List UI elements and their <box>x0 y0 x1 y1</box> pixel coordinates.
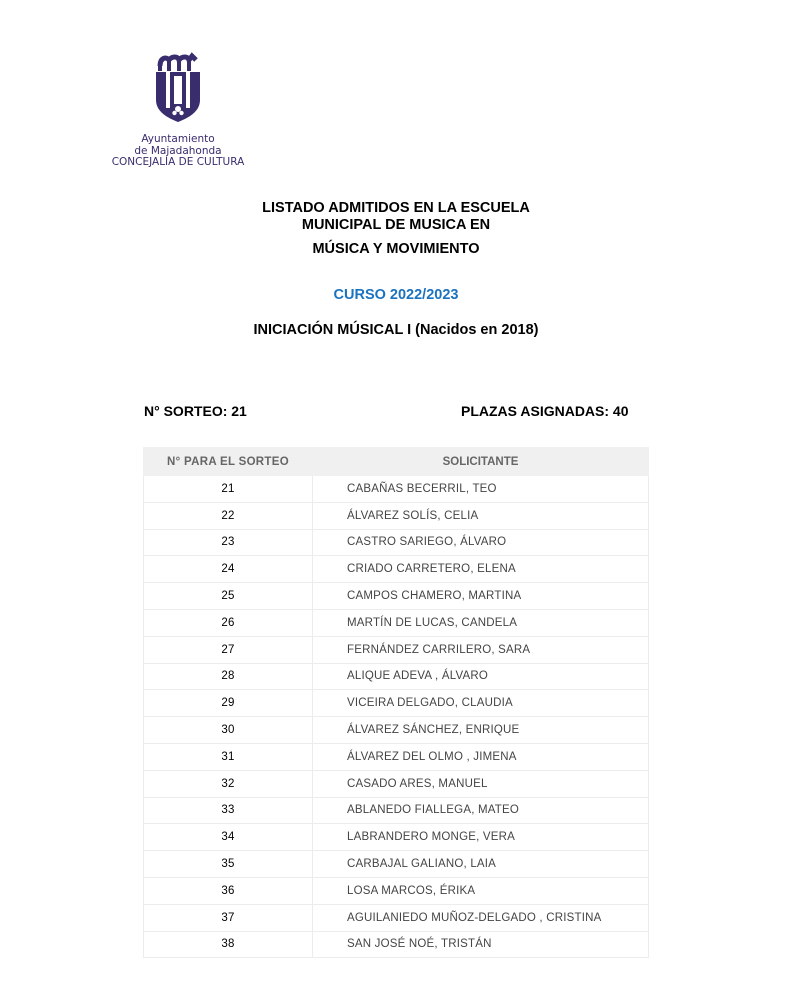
row-applicant: CARBAJAL GALIANO, LAIA <box>313 851 649 878</box>
table-row <box>144 556 649 583</box>
table-row <box>144 690 649 717</box>
row-applicant: ALIQUE ADEVA , ÁLVARO <box>313 663 649 690</box>
table-row <box>144 609 649 636</box>
column-header-applicant: SOLICITANTE <box>313 448 649 476</box>
table-row <box>144 636 649 663</box>
table-row <box>144 851 649 878</box>
municipal-logo <box>108 52 248 177</box>
row-applicant: CASTRO SARIEGO, ÁLVARO <box>313 529 649 556</box>
row-applicant: ÁLVAREZ DEL OLMO , JIMENA <box>313 743 649 770</box>
draw-number: N° SORTEO: 21 <box>144 403 247 419</box>
row-applicant: ABLANEDO FIALLEGA, MATEO <box>313 797 649 824</box>
row-number: 27 <box>144 636 313 663</box>
row-number: 37 <box>144 904 313 931</box>
row-applicant: CAMPOS CHAMERO, MARTINA <box>313 583 649 610</box>
row-number: 32 <box>144 770 313 797</box>
row-applicant: ÁLVAREZ SOLÍS, CELIA <box>313 502 649 529</box>
table-row <box>144 717 649 744</box>
row-applicant: SAN JOSÉ NOÉ, TRISTÁN <box>313 931 649 958</box>
page-title <box>0 200 792 234</box>
table-header-row <box>144 448 649 476</box>
row-number: 33 <box>144 797 313 824</box>
row-number: 22 <box>144 502 313 529</box>
table-row <box>144 663 649 690</box>
logo-line-2: de Majadahonda <box>134 144 222 157</box>
row-applicant: LOSA MARCOS, ÉRIKA <box>313 877 649 904</box>
row-applicant: CASADO ARES, MANUEL <box>313 770 649 797</box>
row-number: 31 <box>144 743 313 770</box>
title-line-3: MÚSICA Y MOVIMIENTO <box>312 241 480 257</box>
table-row <box>144 502 649 529</box>
row-applicant: VICEIRA DELGADO, CLAUDIA <box>313 690 649 717</box>
table-row <box>144 770 649 797</box>
table-row <box>144 583 649 610</box>
row-applicant: FERNÁNDEZ CARRILERO, SARA <box>313 636 649 663</box>
row-number: 28 <box>144 663 313 690</box>
table-row <box>144 877 649 904</box>
row-number: 30 <box>144 717 313 744</box>
row-number: 36 <box>144 877 313 904</box>
title-line-1: LISTADO ADMITIDOS EN LA ESCUELA <box>262 200 530 216</box>
table-row <box>144 931 649 958</box>
assigned-places: PLAZAS ASIGNADAS: 40 <box>461 403 629 419</box>
row-number: 23 <box>144 529 313 556</box>
admitted-table <box>143 447 649 958</box>
table-row <box>144 797 649 824</box>
row-number: 38 <box>144 931 313 958</box>
row-number: 26 <box>144 609 313 636</box>
level-label: INICIACIÓN MÚSICAL I (Nacidos en 2018) <box>253 322 539 338</box>
row-applicant: AGUILANIEDO MUÑOZ-DELGADO , CRISTINA <box>313 904 649 931</box>
table-row <box>144 904 649 931</box>
row-applicant: LABRANDERO MONGE, VERA <box>313 824 649 851</box>
row-applicant: CABAÑAS BECERRIL, TEO <box>313 476 649 503</box>
table-row <box>144 529 649 556</box>
row-number: 29 <box>144 690 313 717</box>
column-header-number: N° PARA EL SORTEO <box>144 448 313 476</box>
row-applicant: CRIADO CARRETERO, ELENA <box>313 556 649 583</box>
row-number: 34 <box>144 824 313 851</box>
table-row <box>144 476 649 503</box>
table-row <box>144 743 649 770</box>
row-number: 21 <box>144 476 313 503</box>
table-row <box>144 824 649 851</box>
row-applicant: MARTÍN DE LUCAS, CANDELA <box>313 609 649 636</box>
logo-caption <box>108 134 248 169</box>
row-number: 25 <box>144 583 313 610</box>
course-label: CURSO 2022/2023 <box>333 287 459 303</box>
coat-of-arms-icon <box>150 52 206 124</box>
row-number: 24 <box>144 556 313 583</box>
row-number: 35 <box>144 851 313 878</box>
title-line-2: MUNICIPAL DE MUSICA EN <box>301 217 491 233</box>
logo-line-1: Ayuntamiento <box>141 133 215 145</box>
logo-line-3: CONCEJALÍA DE CULTURA <box>111 156 245 168</box>
row-applicant: ÁLVAREZ SÁNCHEZ, ENRIQUE <box>313 717 649 744</box>
